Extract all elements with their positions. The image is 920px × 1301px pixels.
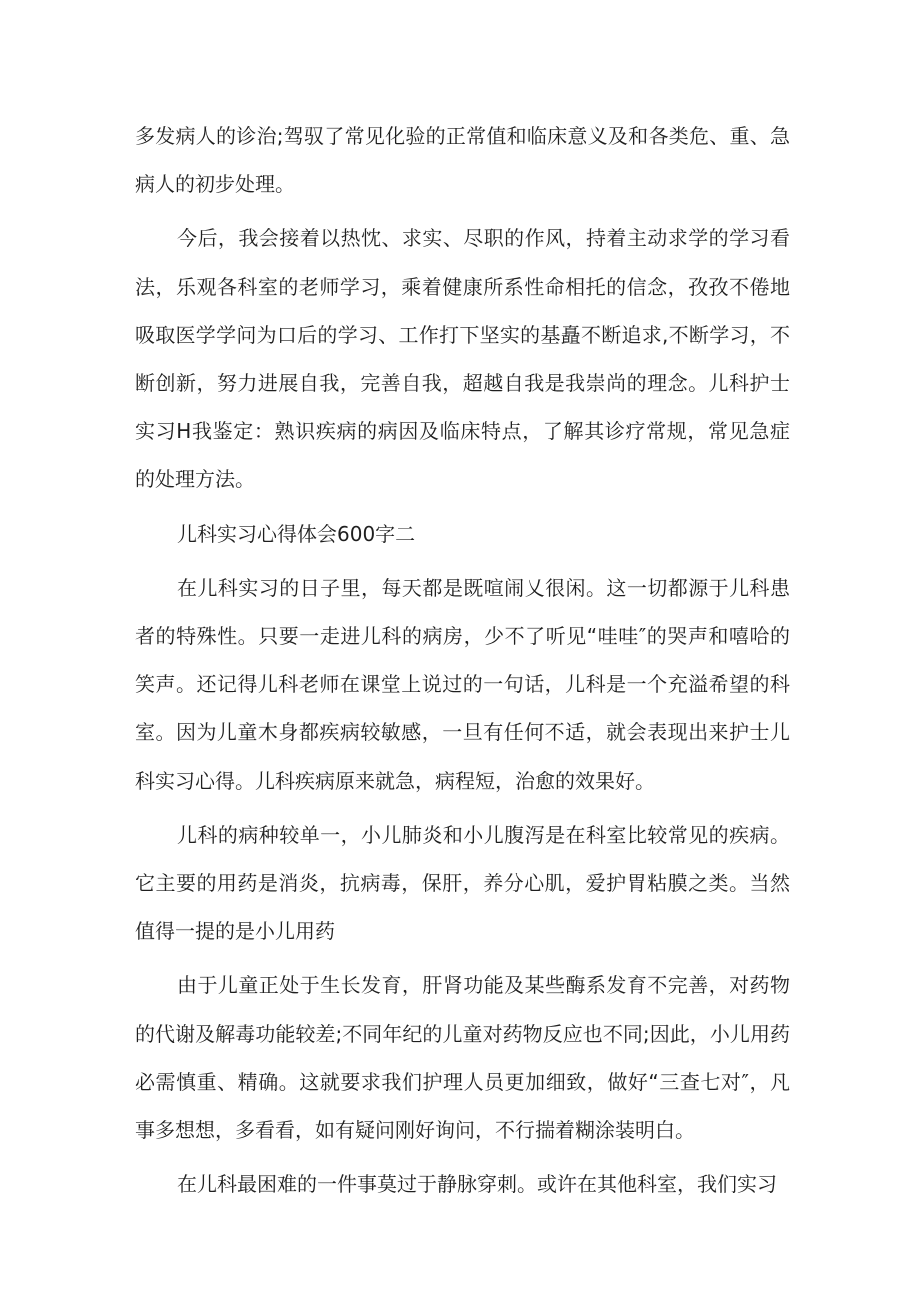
paragraph-disease-types: 儿科的病种较单一，小儿肺炎和小儿腹泻是在科室比较常见的疾病。它主要的用药是消炎，抗病毒，保肝，养分心肌，爱护胃粘膜之类。当然值得一提的是小儿用药	[135, 822, 790, 944]
paragraph-venipuncture: 在儿科最困难的一件事莫过于静脉穿刺。或许在其他科室，我们实习	[177, 1172, 777, 1197]
paragraph-future-plan: 今后，我会接着以热忱、求实、尽职的作风，持着主动求学的学习看法，乐观各科室的老师学习，乘着健康所系性命相托的信念，孜孜不倦地吸取医学学问为口后的学习、工作打下坚实的基矗不断追求,不断学习，不断创新，努力进展自我，完善自我，超越自我是我崇尚的理念。儿科护士实习H我鉴定：熟识疾病的病因及临床特点，了解其诊疗常规，常见急症的处理方法。	[135, 226, 790, 492]
paragraph-medication: 由于儿童正处于生长发育，肝肾功能及某些酶系发育不完善，对药物的代谢及解毒功能较差;不同年纪的儿童对药物反应也不同;因此，小儿用药必需慎重、精确。这就要求我们护理人员更加细致，做好“三查七对″，凡事多想想，多看看，如有疑问刚好询问，不行揣着糊涂装明白。	[135, 973, 790, 1143]
section-heading: 儿科实习心得体会600字二	[177, 521, 416, 546]
document-body	[135, 112, 790, 1214]
paragraph-pediatric-days: 在儿科实习的日子里，每天都是既喧闹乂很闲。这一切都源于儿科患者的特殊性。只要一走进儿科的病房，少不了听见“哇哇″的哭声和嘻哈的笑声。还记得儿科老师在课堂上说过的一句话，儿科是一个充溢希望的科室。因为儿童木身都疾病较敏感，一旦有任何不适，就会表现出来护士儿科实习心得。儿科疾病原来就急，病程短，治愈的效果好。	[135, 575, 790, 793]
paragraph-continuation: 多发病人的诊治;驾驭了常见化验的正常值和临床意义及和各类危、重、急病人的初步处理。	[135, 124, 790, 197]
